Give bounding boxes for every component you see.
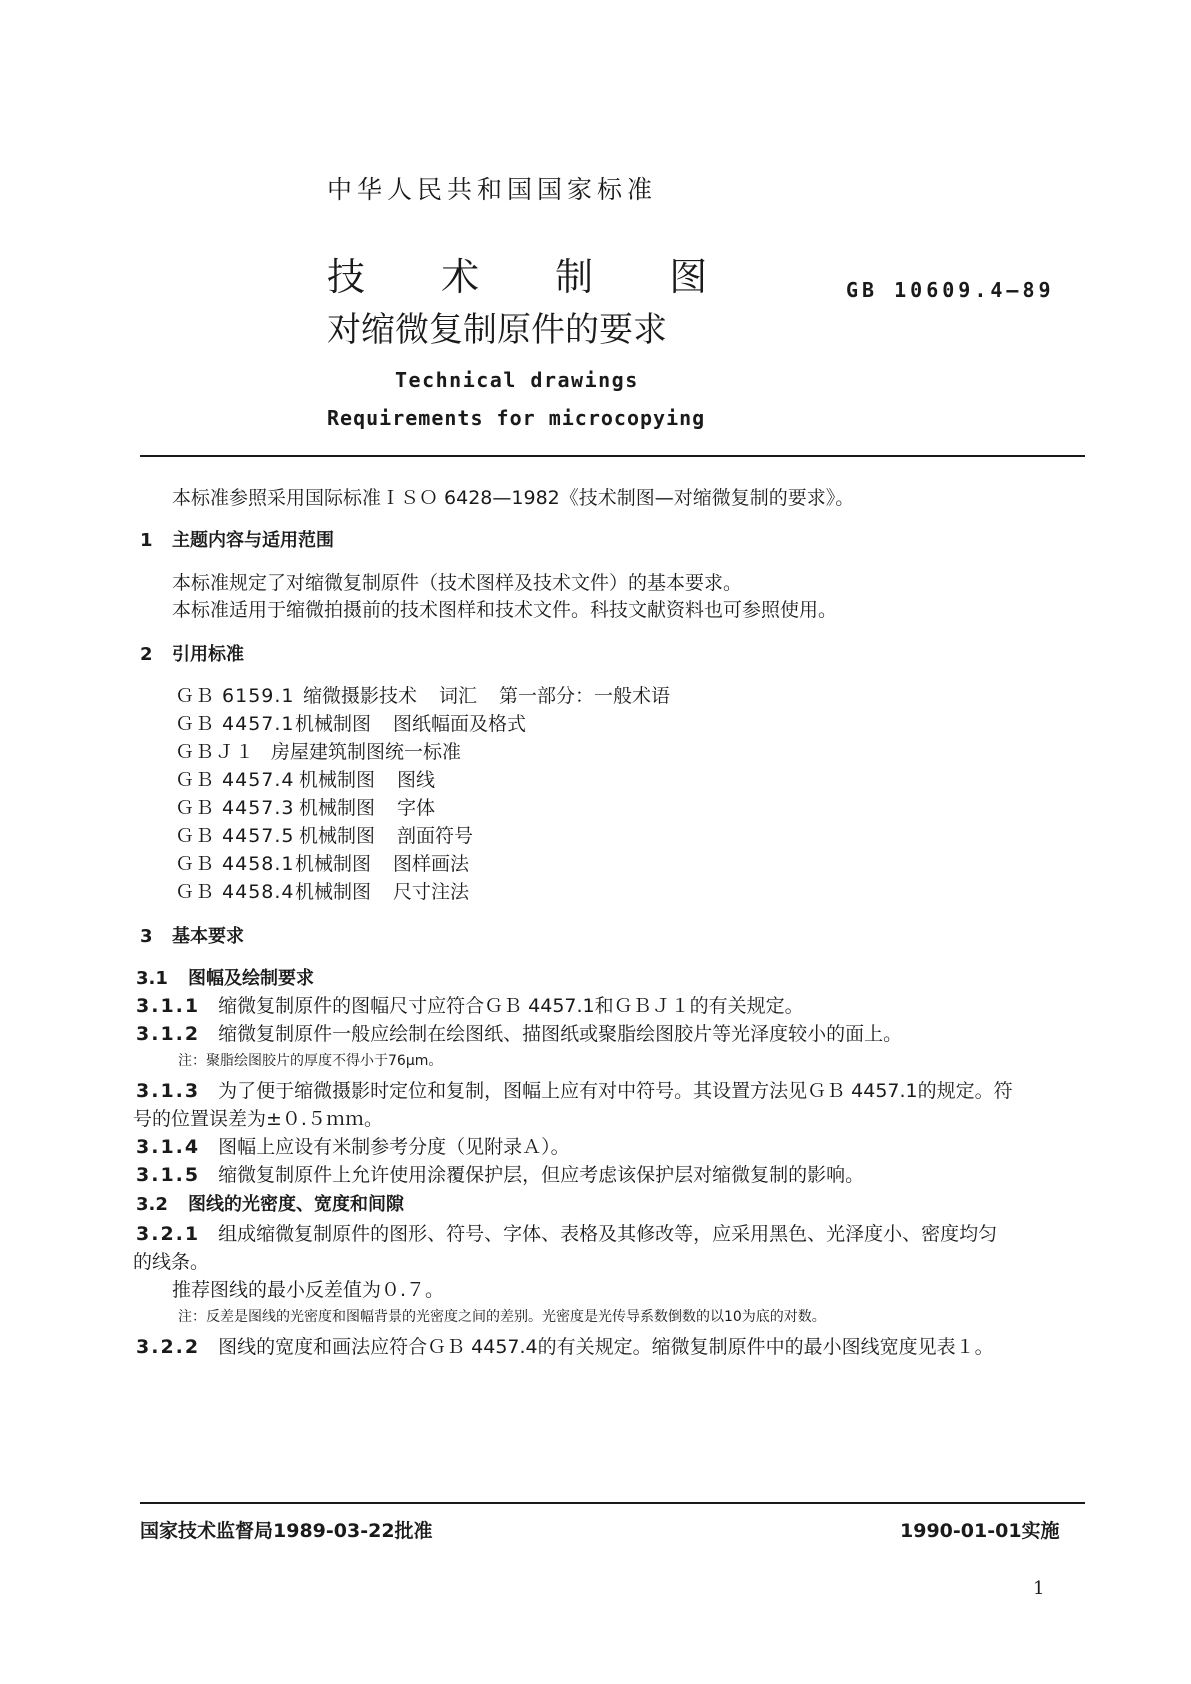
reference-title-part: 机械制图 [295,713,372,735]
clause-3-1-3 [136,1076,1013,1103]
clause-number: 3.1.2 [136,1023,201,1045]
reference-title-part: 剖面符号 [397,825,474,847]
subsection-title: 图幅及绘制要求 [188,968,314,989]
reference-code: ＧＢ 4457.5 [175,825,295,847]
clause-3-1-2 [136,1019,902,1046]
reference-title-part: 机械制图 [299,797,376,819]
clause-3-2-1 [136,1219,997,1246]
reference-code: ＧＢＪ１ [175,741,256,763]
reference-title-part: 图样画法 [393,853,470,875]
clause-continuation: 号的位置误差为±０.５ｍｍ。 [133,1108,383,1130]
section-number: 3 [140,926,153,947]
reference-code: ＧＢ 4457.1 [175,713,295,735]
reference-title-part: 机械制图 [295,881,372,903]
reference-title-part: 第一部分：一般术语 [499,685,671,707]
page-number: 1 [1033,1578,1045,1599]
document-subtitle: 对缩微复制原件的要求 [327,310,667,350]
footer-divider [140,1502,1085,1504]
section-3-heading [140,922,244,948]
clause-text: 缩微复制原件的图幅尺寸应符合ＧＢ 4457.1和ＧＢＪ１的有关规定。 [218,995,804,1017]
reference-item [175,765,457,792]
reference-item [175,793,457,820]
approval-date: 国家技术监督局1989-03-22批准 [140,1520,433,1542]
subsection-number: 3.1 [136,968,168,989]
section-title: 基本要求 [172,926,244,947]
clause-text: 图幅上应设有米制参考分度（见附录Ａ）。 [218,1136,570,1158]
reference-code: ＧＢ 4458.4 [175,881,295,903]
section-1-paragraph: 本标准规定了对缩微复制原件（技术图样及技术文件）的基本要求。 [172,572,743,594]
reference-title-part: 机械制图 [299,769,376,791]
note: 注：聚脂绘图胶片的厚度不得小于76μm。 [178,1053,443,1069]
clause-number: 3.1.5 [136,1164,201,1186]
reference-item [175,821,495,848]
clause-3-1-1 [136,991,804,1018]
effective-date: 1990-01-01实施 [900,1520,1060,1542]
clause-text: 为了便于缩微摄影时定位和复制，图幅上应有对中符号。其设置方法见ＧＢ 4457.1的规定。符 [218,1080,1013,1102]
clause-number: 3.1.4 [136,1136,201,1158]
english-subtitle: Requirements for microcopying [327,406,706,430]
section-number: 1 [140,530,153,551]
reference-item [175,849,491,876]
reference-code: ＧＢ 4458.1 [175,853,295,875]
reference-title-part: 图纸幅面及格式 [393,713,527,735]
note: 注：反差是图线的光密度和图幅背景的光密度之间的差别。光密度是光传导系数倒数的以10为底的对数。 [178,1309,826,1325]
reference-item [175,681,692,708]
intro-paragraph: 本标准参照采用国际标准ＩＳＯ 6428—1982《技术制图—对缩微复制的要求》。 [172,487,855,509]
clause-text: 缩微复制原件上允许使用涂覆保护层，但应考虑该保护层对缩微复制的影响。 [218,1164,865,1186]
clause-text: 组成缩微复制原件的图形、符号、字体、表格及其修改等，应采用黑色、光泽度小、密度均匀 [218,1223,998,1245]
standard-number: GB 10609.4—89 [846,278,1055,302]
reference-code: ＧＢ 4457.3 [175,797,295,819]
reference-title-part: 缩微摄影技术 [303,685,418,707]
reference-title-part: 词汇 [439,685,478,707]
subsection-3-1-heading [136,964,314,990]
header-divider [140,455,1085,457]
clause-text: 图线的宽度和画法应符合ＧＢ 4457.4的有关规定。缩微复制原件中的最小图线宽度见表１。 [218,1336,994,1358]
english-title: Technical drawings [395,368,639,392]
clause-number: 3.1.3 [136,1080,201,1102]
section-number: 2 [140,644,153,665]
section-1-paragraph: 本标准适用于缩微拍摄前的技术图样和技术文件。科技文献资料也可参照使用。 [172,599,838,621]
clause-number: 3.2.2 [136,1336,201,1358]
reference-code: ＧＢ 6159.1 [175,685,295,707]
clause-text: 缩微复制原件一般应绘制在绘图纸、描图纸或聚脂绘图胶片等光泽度较小的面上。 [218,1023,903,1045]
national-standard-label: 中华人民共和国国家标准 [327,175,658,204]
section-1-heading [140,526,334,552]
subsection-number: 3.2 [136,1194,168,1215]
document-title: 技 术 制 图 [327,255,708,299]
section-2-heading [140,640,244,666]
reference-title-part: 尺寸注法 [393,881,470,903]
clause-number: 3.2.1 [136,1223,201,1245]
reference-item [175,877,491,904]
reference-item [175,709,548,736]
reference-title-part: 房屋建筑制图统一标准 [271,741,462,763]
clause-continuation: 的线条。 [133,1251,210,1273]
subsection-3-2-heading [136,1190,404,1216]
section-title: 主题内容与适用范围 [172,530,334,551]
recommendation: 推荐图线的最小反差值为０.７。 [172,1279,445,1301]
clause-3-1-5 [136,1160,864,1187]
clause-number: 3.1.1 [136,995,201,1017]
reference-item [175,737,483,764]
reference-title-part: 字体 [397,797,436,819]
reference-title-part: 机械制图 [299,825,376,847]
clause-3-2-2 [136,1332,994,1359]
reference-title-part: 机械制图 [295,853,372,875]
subsection-title: 图线的光密度、宽度和间隙 [188,1194,404,1215]
reference-title-part: 图线 [397,769,436,791]
clause-3-1-4 [136,1132,570,1159]
reference-code: ＧＢ 4457.4 [175,769,295,791]
section-title: 引用标准 [172,644,244,665]
